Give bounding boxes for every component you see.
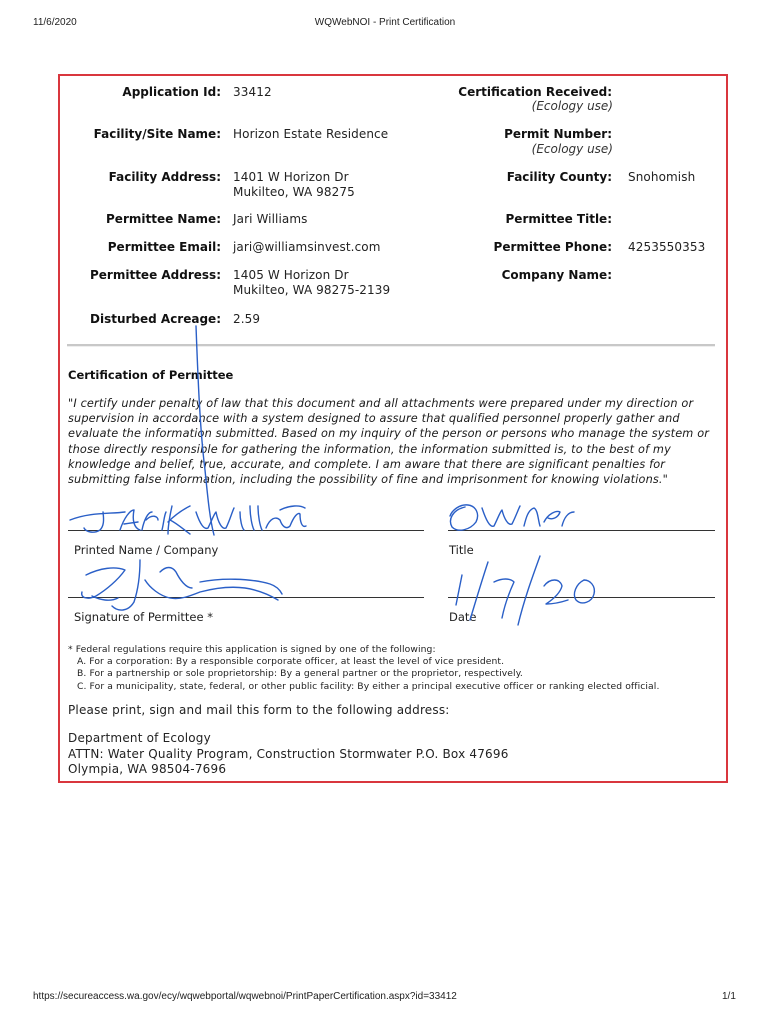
facility-address-label: Facility Address: bbox=[108, 170, 221, 184]
page-url: https://secureaccess.wa.gov/ecy/wqwebportal/wqwebnoi/PrintPaperCertification.aspx?id=33412 bbox=[33, 991, 457, 1002]
certification-title: Certification of Permittee bbox=[68, 368, 234, 382]
permittee-title-label: Permittee Title: bbox=[505, 212, 612, 226]
title-label: Title bbox=[449, 543, 474, 557]
facility-name-label: Facility/Site Name: bbox=[93, 127, 221, 141]
permittee-address-line2: Mukilteo, WA 98275-2139 bbox=[233, 283, 391, 297]
page-title: WQWebNOI - Print Certification bbox=[314, 17, 456, 28]
mailing-line3: Olympia, WA 98504-7696 bbox=[68, 762, 227, 776]
mailing-instruction: Please print, sign and mail this form to the following address: bbox=[68, 703, 450, 717]
facility-address-line2: Mukilteo, WA 98275 bbox=[233, 185, 355, 199]
signature-line bbox=[68, 597, 424, 598]
federal-regulations bbox=[68, 644, 659, 693]
facility-county-value: Snohomish bbox=[628, 170, 696, 184]
facility-county-label: Facility County: bbox=[506, 170, 612, 184]
disturbed-acreage-value: 2.59 bbox=[233, 312, 261, 326]
disturbed-acreage-label: Disturbed Acreage: bbox=[90, 312, 221, 326]
date-label: Date bbox=[449, 610, 477, 624]
permittee-name-label: Permittee Name: bbox=[106, 212, 221, 226]
mailing-line1: Department of Ecology bbox=[68, 731, 211, 745]
title-line bbox=[448, 530, 715, 531]
federal-item-c: C. For a municipality, state, federal, or other public facility: By either a principal executive officer or ranking elected official. bbox=[77, 680, 660, 692]
facility-address-line1: 1401 W Horizon Dr bbox=[233, 170, 349, 184]
permittee-address-line1: 1405 W Horizon Dr bbox=[233, 268, 349, 282]
application-id-value: 33412 bbox=[233, 85, 272, 99]
signature-label: Signature of Permittee * bbox=[74, 610, 213, 624]
cert-received-note: (Ecology use) bbox=[531, 99, 613, 113]
federal-item-b: B. For a partnership or sole proprietorship: By a general partner or the proprietor, respectively. bbox=[77, 668, 523, 680]
page-number: 1/1 bbox=[722, 991, 736, 1002]
permit-number-note: (Ecology use) bbox=[531, 142, 613, 156]
mailing-address bbox=[68, 731, 509, 778]
federal-item-a: A. For a corporation: By a responsible corporate officer, at least the level of vice president. bbox=[77, 656, 505, 668]
permittee-email-value: jari@williamsinvest.com bbox=[233, 240, 381, 254]
print-date: 11/6/2020 bbox=[33, 17, 77, 28]
permittee-email-label: Permittee Email: bbox=[107, 240, 221, 254]
permit-number-label: Permit Number: bbox=[504, 127, 612, 141]
facility-name-value: Horizon Estate Residence bbox=[233, 127, 389, 141]
certification-statement: "I certify under penalty of law that this document and all attachments were prepared under my direction or supervision in accordance with a system designed to assure that qualified personnel properly gather and evaluate the information submitted. Based on my inquiry of the person or persons who manage the system or those directly responsible for gathering the information, the information submitted is, to the best of my knowledge and belief, true, accurate, and complete. I am aware that there are significant penalties for submitting false information, including the possibility of fine and imprisonment for knowing violations." bbox=[68, 397, 710, 487]
permittee-name-value: Jari Williams bbox=[233, 212, 308, 226]
permittee-address-label: Permittee Address: bbox=[89, 268, 221, 282]
federal-intro: * Federal regulations require this application is signed by one of the following: bbox=[68, 644, 436, 655]
date-line bbox=[448, 597, 715, 598]
mailing-line2: ATTN: Water Quality Program, Construction Stormwater P.O. Box 47696 bbox=[68, 746, 509, 761]
permittee-phone-label: Permittee Phone: bbox=[493, 240, 612, 254]
printed-name-line bbox=[68, 530, 424, 531]
section-divider bbox=[67, 344, 715, 347]
printed-name-label: Printed Name / Company bbox=[74, 543, 219, 557]
company-name-label: Company Name: bbox=[501, 268, 612, 282]
application-id-label: Application Id: bbox=[122, 85, 221, 99]
permittee-phone-value: 4253550353 bbox=[628, 240, 706, 254]
cert-received-label: Certification Received: bbox=[458, 85, 612, 99]
